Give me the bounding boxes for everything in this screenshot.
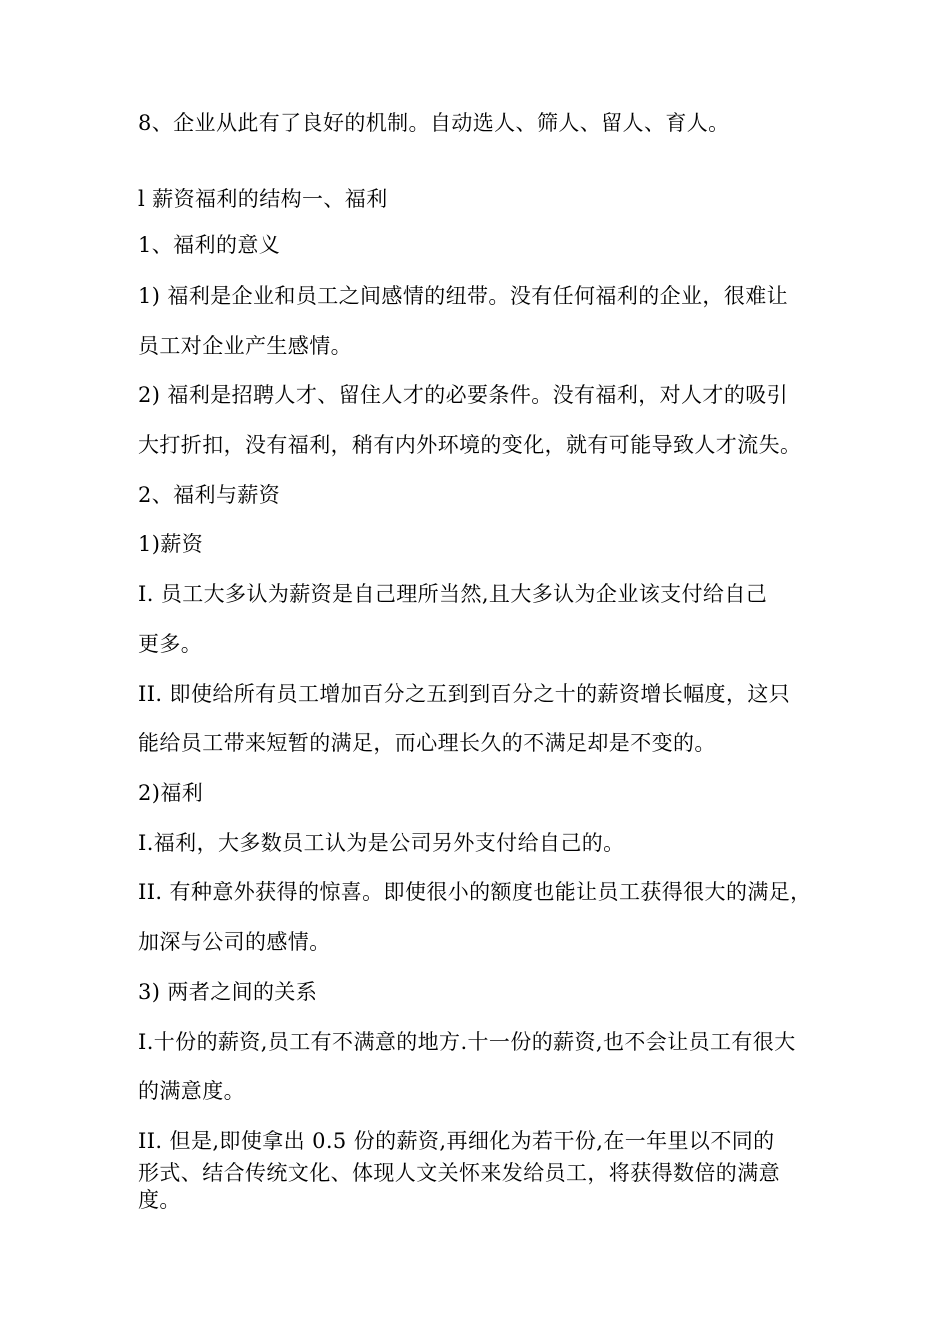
paragraph-line: 度。 — [138, 1188, 181, 1212]
paragraph-line: 加深与公司的感情。 — [138, 930, 331, 954]
paragraph-line: 形式、结合传统文化、体现人文关怀来发给员工，将获得数倍的满意 — [138, 1161, 780, 1185]
paragraph-line: I. 员工大多认为薪资是自己理所当然,且大多认为企业该支付给自己 — [138, 582, 768, 606]
section-heading: l 薪资福利的结构一、福利 — [138, 187, 388, 211]
subsection-heading: 2、福利与薪资 — [138, 483, 281, 507]
paragraph-line: 的满意度。 — [138, 1079, 245, 1103]
paragraph-line: 能给员工带来短暂的满足，而心理长久的不满足却是不变的。 — [138, 731, 716, 755]
paragraph-line: 1) 福利是企业和员工之间感情的纽带。没有任何福利的企业，很难让 — [138, 284, 789, 308]
item-heading: 1)薪资 — [138, 532, 204, 556]
paragraph-line: II. 有种意外获得的惊喜。即使很小的额度也能让员工获得很大的满足， — [138, 880, 812, 904]
item-heading: 2)福利 — [138, 781, 204, 805]
paragraph-line: 员工对企业产生感情。 — [138, 334, 352, 358]
paragraph-line: I.十份的薪资,员工有不满意的地方.十一份的薪资,也不会让员工有很大 — [138, 1030, 796, 1054]
paragraph-line: 更多。 — [138, 632, 203, 656]
paragraph-line: II. 即使给所有员工增加百分之五到到百分之十的薪资增长幅度，这只 — [138, 682, 791, 706]
paragraph-line: II. 但是,即使拿出 0.5 份的薪资,再细化为若干份,在一年里以不同的 — [138, 1129, 775, 1153]
subsection-heading: 1、福利的意义 — [138, 233, 281, 257]
item-heading: 3) 两者之间的关系 — [138, 980, 318, 1004]
paragraph-line: 大打折扣，没有福利，稍有内外环境的变化，就有可能导致人才流失。 — [138, 433, 802, 457]
paragraph-line: 8、企业从此有了良好的机制。自动选人、筛人、留人、育人。 — [138, 111, 730, 135]
paragraph-line: I.福利，大多数员工认为是公司另外支付给自己的。 — [138, 831, 625, 855]
paragraph-line: 2) 福利是招聘人才、留住人才的必要条件。没有福利，对人才的吸引 — [138, 383, 789, 407]
